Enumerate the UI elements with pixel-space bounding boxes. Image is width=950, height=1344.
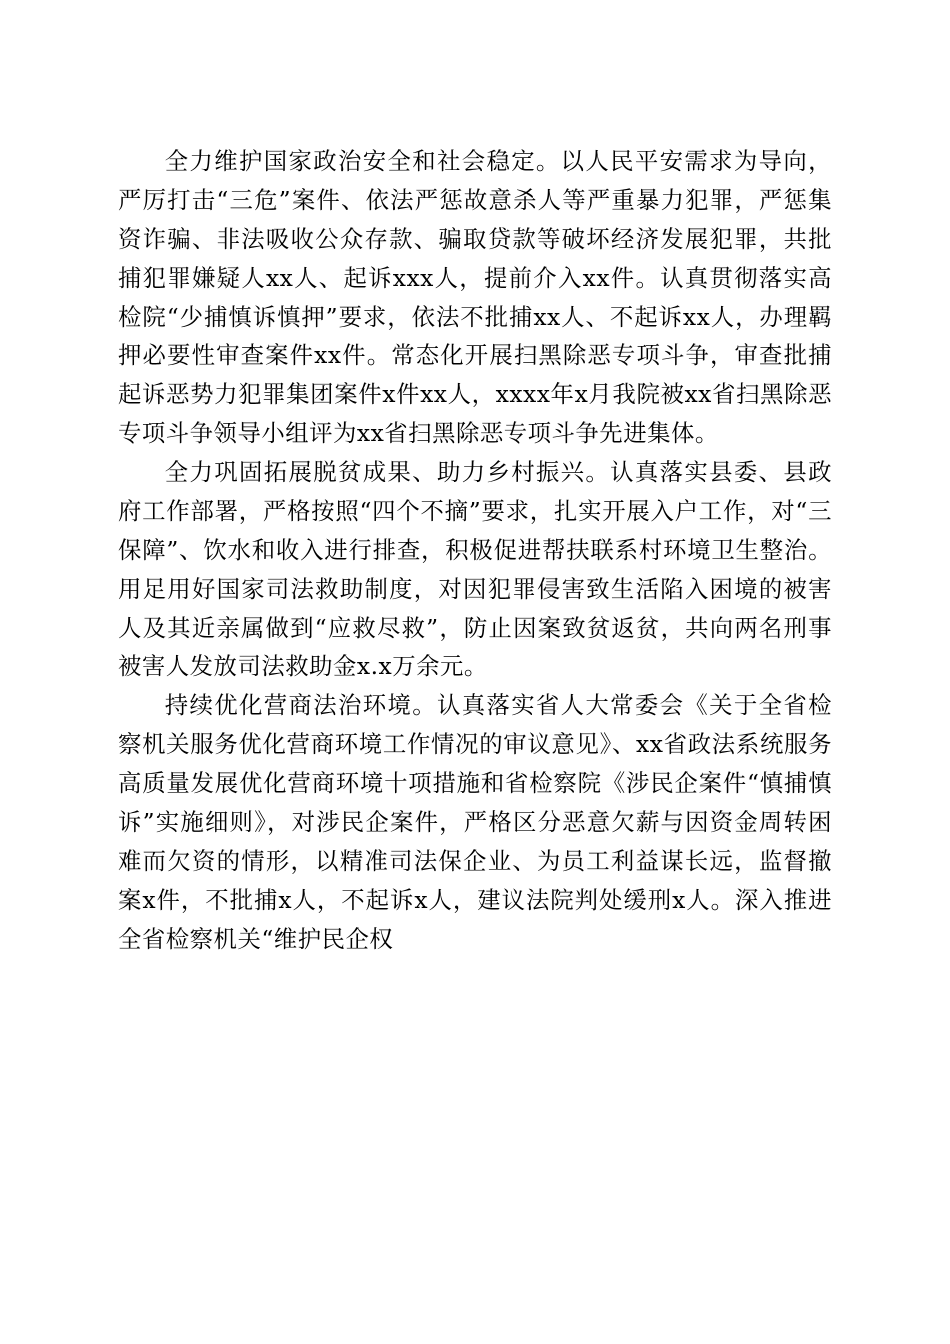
paragraph-business-environment: 持续优化营商法治环境。认真落实省人大常委会《关于全省检察机关服务优化营商环境工作情况的审议意见》、xx省政法系统服务高质量发展优化营商环境十项措施和省检察院《涉民企案件“慎捕慎诉”实施细则》，对涉民企案件，严格区分恶意欠薪与因资金周转困难而欠资的情形，以精准司法保企业、为员工利益谋长远，监督撤案x件，不批捕x人，不起诉x人，建议法院判处缓刑x人。深入推进全省检察机关“维护民企权: [118, 691, 832, 953]
paragraph-rural-revitalization: 全力巩固拓展脱贫成果、助力乡村振兴。认真落实县委、县政府工作部署，严格按照“四个不摘”要求，扎实开展入户工作，对“三保障”、饮水和收入进行排查，积极促进帮扶联系村环境卫生整治。用足用好国家司法救助制度，对因犯罪侵害致生活陷入困境的被害人及其近亲属做到“应救尽救”，防止因案致贫返贫，共向两名刑事被害人发放司法救助金x.x万余元。: [118, 458, 832, 681]
document-body: [118, 142, 832, 958]
paragraph-political-security: 全力维护国家政治安全和社会稳定。以人民平安需求为导向，严厉打击“三危”案件、依法严惩故意杀人等严重暴力犯罪，严惩集资诈骗、非法吸收公众存款、骗取贷款等破坏经济发展犯罪，共批捕犯罪嫌疑人xx人、起诉xxx人，提前介入xx件。认真贯彻落实高检院“少捕慎诉慎押”要求，依法不批捕xx人、不起诉xx人，办理羁押必要性审查案件xx件。常态化开展扫黑除恶专项斗争，审查批捕起诉恶势力犯罪集团案件x件xx人，xxxx年x月我院被xx省扫黑除恶专项斗争领导小组评为xx省扫黑除恶专项斗争先进集体。: [118, 147, 832, 448]
